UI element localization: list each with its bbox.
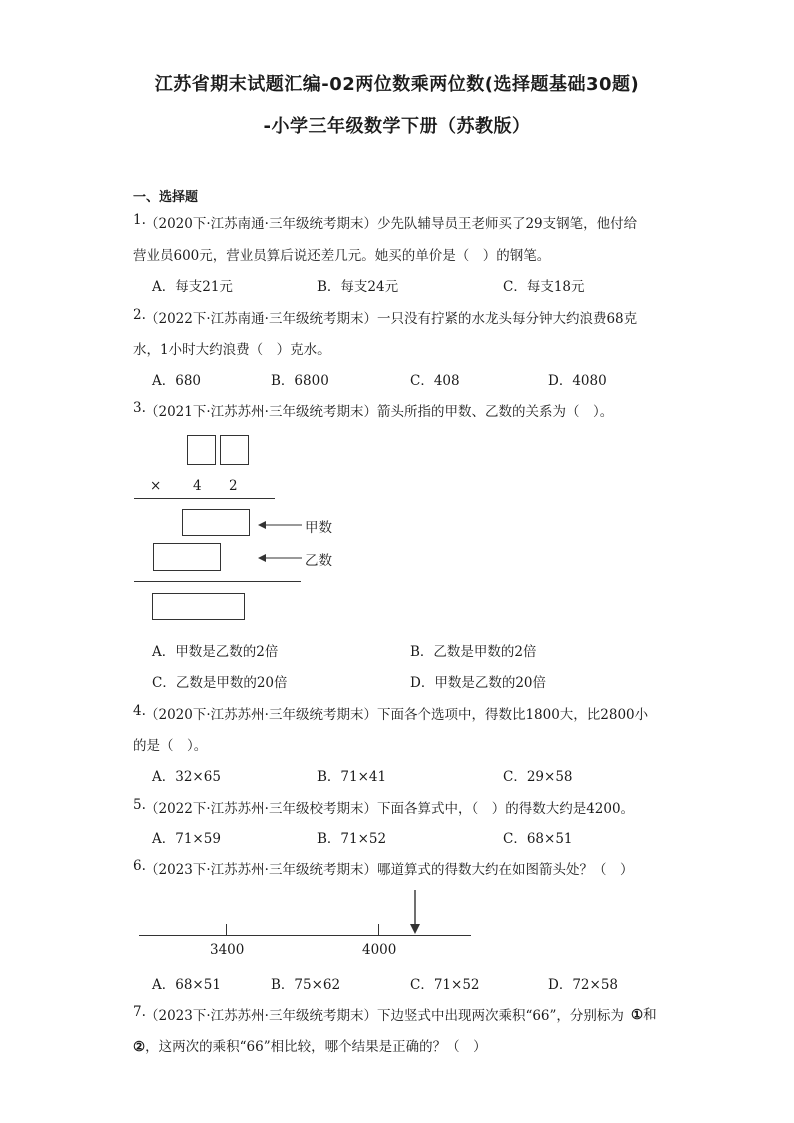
tick-label-4000: 4000 [362, 942, 397, 958]
arrow-down-icon [408, 890, 422, 936]
question-number: 4. [133, 703, 146, 719]
question-text: ，这两次的乘积“66”相比较，哪个结果是正确的？（ ） [145, 1039, 487, 1055]
question-number: 5. [133, 797, 146, 813]
product-box [152, 593, 245, 620]
option-b[interactable]: B．6800 [271, 373, 329, 389]
question-text: （2021下·江苏苏州·三年级统考期末）箭头所指的甲数、乙数的关系为（ ）。 [145, 404, 614, 420]
marker-conjunction: 和 [643, 1007, 657, 1023]
option-b[interactable]: B．71×41 [317, 769, 387, 785]
multiplier-tens-digit: 4 [193, 478, 202, 494]
multiplier-ones-digit: 2 [229, 478, 238, 494]
tick-mark [378, 924, 379, 935]
circled-one-marker: ① [631, 1007, 644, 1023]
option-a[interactable]: A．71×59 [152, 831, 221, 847]
question-text: （2020下·江苏南通·三年级统考期末）少先队辅导员王老师买了29支钢笔，他付给 [145, 216, 638, 232]
label-yi: 乙数 [305, 553, 332, 569]
option-c[interactable]: C．29×58 [503, 769, 573, 785]
question-number: 6. [133, 858, 146, 874]
question-text: 水，1小时大约浪费（ ）克水。 [133, 342, 331, 358]
option-d[interactable]: D．72×58 [548, 977, 618, 993]
question-text: 营业员600元，营业员算后说还差几元。她买的单价是（ ）的钢笔。 [133, 248, 551, 264]
document-title-line1: 江苏省期末试题汇编-02两位数乘两位数(选择题基础30题) [154, 74, 640, 95]
marker-line-end [631, 1003, 657, 1023]
document-title-line2: -小学三年级数学下册（苏教版） [263, 116, 531, 137]
circled-two-marker: ② [133, 1039, 146, 1055]
question-text: （2022下·江苏南通·三年级统考期末）一只没有拧紧的水龙头每分钟大约浪费68克 [145, 311, 638, 327]
digit-box [187, 435, 216, 465]
question-text: 的是（ ）。 [133, 738, 208, 754]
tick-mark [226, 924, 227, 935]
question-number: 2. [133, 307, 146, 323]
option-b[interactable]: B．每支24元 [317, 279, 399, 295]
option-a[interactable]: A．甲数是乙数的2倍 [152, 644, 279, 660]
option-c[interactable]: C．71×52 [410, 977, 480, 993]
divider-line [134, 581, 301, 582]
option-a[interactable]: A．32×65 [152, 769, 221, 785]
times-sign: × [150, 478, 162, 494]
question-text: （2023下·江苏苏州·三年级统考期末）下边竖式中出现两次乘积“66”，分别标为 [145, 1008, 624, 1024]
question-number: 3. [133, 400, 146, 416]
option-c[interactable]: C．408 [410, 373, 460, 389]
option-c[interactable]: C．乙数是甲数的20倍 [152, 675, 288, 691]
arrow-left-icon [258, 550, 304, 566]
question-number: 1. [133, 212, 146, 228]
question-text: （2023下·江苏苏州·三年级统考期末）哪道算式的得数大约在如图箭头处？（ ） [145, 862, 634, 878]
divider-line [134, 498, 275, 499]
option-b[interactable]: B．71×52 [317, 831, 387, 847]
option-a[interactable]: A．680 [152, 373, 202, 389]
question-text: （2020下·江苏苏州·三年级统考期末）下面各个选项中，得数比1800大，比2800小 [145, 707, 649, 723]
question-number: 7. [133, 1004, 146, 1020]
option-c[interactable]: C．每支18元 [503, 279, 585, 295]
option-c[interactable]: C．68×51 [503, 831, 573, 847]
section-heading: 一、选择题 [133, 190, 199, 205]
option-a[interactable]: A．68×51 [152, 977, 221, 993]
option-b[interactable]: B．75×62 [271, 977, 341, 993]
option-d[interactable]: D．4080 [548, 373, 607, 389]
question-text: （2022下·江苏苏州·三年级校考期末）下面各算式中，（ ）的得数大约是4200。 [145, 801, 635, 817]
tick-label-3400: 3400 [210, 942, 245, 958]
partial-product-jia-box [182, 509, 250, 536]
option-a[interactable]: A．每支21元 [152, 279, 233, 295]
digit-box [220, 435, 249, 465]
option-b[interactable]: B．乙数是甲数的2倍 [410, 644, 537, 660]
label-jia: 甲数 [305, 520, 332, 536]
arrow-left-icon [258, 517, 304, 533]
partial-product-yi-box [153, 543, 221, 571]
question-line2 [133, 1035, 487, 1055]
option-d[interactable]: D．甲数是乙数的20倍 [410, 675, 547, 691]
